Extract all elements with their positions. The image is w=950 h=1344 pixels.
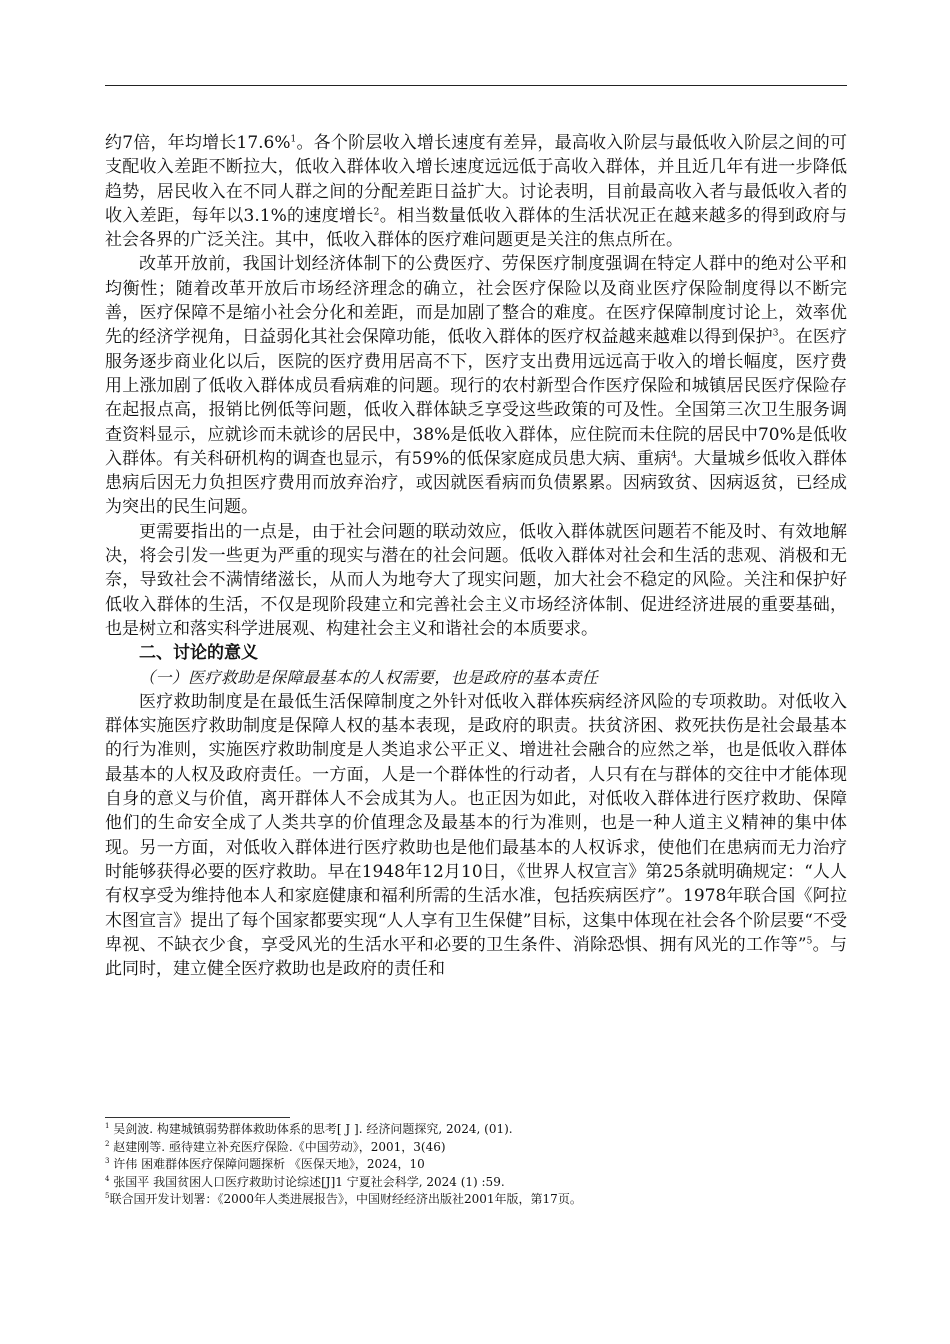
footnote-text: 赵建刚等. 亟待建立补充医疗保险.《中国劳动》，2001，3(46) [109,1139,446,1154]
footnote-marker: 1 [290,134,297,145]
footnote-marker: 2 [373,207,380,218]
footnote [105,1156,847,1174]
footnote-number: 4 [105,1174,110,1183]
footnote [105,1174,847,1192]
paragraph-text: 医疗救助制度是在最低生活保障制度之外针对低收入群体疾病经济风险的专项救助。对低收入群体实施医疗救助制度是保障人权的基本表现，是政府的职责。扶贫济困、救死扶伤是社会最基本的行为准则，实施医疗救助制度是人类追求公平正义、增进社会融合的应然之举，也是低收入群体最基本的人权及政府责任。一方面，人是一个群体性的行动者，人只有在与群体的交往中才能体现自身的意义与价值，离开群体人不会成其为人。也正因为如此，对低收入群体进行医疗救助、保障他们的生命安全成了人类共享的价值理念及最基本的行为准则，也是一种人道主义精神的集中体现。另一方面，对低收入群体进行医疗救助也是他们最基本的人权诉求，使他们在患病而无力治疗时能够获得必要的医疗救助。早在1948年12月10日，《世界人权宣言》第25条就明确规定：“人人有权享受为维持他本人和家庭健康和福利所需的生活水准，包括疾病医疗”。1978年联合国《阿拉木图宣言》提出了每个国家都要实现“人人享有卫生保健”目标，这集中体现在社会各个阶层要“不受卑视、不缺衣少食，享受风光的生活水平和必要的卫生条件、消除恐惧、拥有风光的工作等” [105,691,847,955]
paragraph-text: 。与此同时，建立健全医疗救助也是政府的责任和 [105,934,847,980]
footnote [105,1191,847,1209]
document-page [105,0,847,1344]
header-rule [105,85,847,86]
paragraph-text: 更需要指出的一点是，由于社会问题的联动效应，低收入群体就医问题若不能及时、有效地解决，将会引发一些更为严重的现实与潜在的社会问题。低收入群体对社会和生活的悲观、消极和无奈，导致社会不满情绪滋长，从而人为地夸大了现实问题，加大社会不稳定的风险。关注和保护好低收入群体的生活，不仅是现阶段建立和完善社会主义市场经济体制、促进经济进展的重要基础，也是树立和落实科学进展观、构建社会主义和谐社会的本质要求。 [105,521,847,639]
paragraph-text: 约7倍，年均增长17.6% [105,133,291,153]
sub-heading: （一）医疗救助是保障最基本的人权需要，也是政府的基本责任 [139,667,599,687]
footnote-marker: 3 [772,328,779,339]
footnote-marker: 5 [806,936,813,947]
footnote-number: 1 [105,1122,110,1130]
footnotes [105,1121,847,1209]
paragraph [105,131,847,252]
footnote-number: 2 [105,1139,110,1148]
footnote [105,1139,847,1157]
paragraph-text: 改革开放前，我国计划经济体制下的公费医疗、劳保医疗制度强调在特定人群中的绝对公平和均衡性；随着改革开放后市场经济理念的确立，社会医疗保险以及商业医疗保险制度得以不断完善，医疗保障不是缩小社会分化和差距，而是加剧了整合的难度。在医疗保障制度讨论上，效率优先的经济学视角，日益弱化其社会保障功能，低收入群体的医疗权益越来越难以得到保护 [105,254,847,348]
footnote-text: 许伟 困难群体医疗保障问题探析 《医保天地》，2024，10 [109,1157,425,1171]
body-text [105,131,847,981]
footnote-number: 3 [105,1157,110,1165]
footnote-text: 张国平 我国贫困人口医疗救助讨论综述[J]1 宁夏社会科学, 2024 (1) :59. [109,1174,505,1189]
footnote-marker: 4 [670,450,677,461]
paragraph-text: 。大量城乡低收入群体患病后因无力负担医疗费用而放弃治疗，或因就医看病而负债累累。因病致贫、因病返贫，已经成为突出的民生问题。 [105,448,847,518]
paragraph [105,252,847,519]
footnote-number: 5 [105,1192,110,1200]
paragraph [105,520,847,641]
section-heading: 二、讨论的意义 [139,643,258,664]
paragraph-text: 。各个阶层收入增长速度有差异，最高收入阶层与最低收入阶层之间的可支配收入差距不断拉大，低收入群体收入增长速度远远低于高收入群体，并且近几年有进一步降低趋势，居民收入在不同人群之间的分配差距日益扩大。讨论表明，目前最高收入者与最低收入者的收入差距，每年以3.1%的速度增长 [105,133,847,226]
footnote-rule [105,1117,290,1118]
paragraph-text: 。相当数量低收入群体的生活状况正在越来越多的得到政府与社会各界的广泛关注。其中，低收入群体的医疗难问题更是关注的焦点所在。 [105,205,847,251]
footnote-text: 联合国开发计划署：《2000年人类进展报告》，中国财经经济出版社2001年版，第17页。 [109,1192,582,1206]
footnote-text: 吴剑波. 构建城镇弱势群体救助体系的思考[ J ]. 经济问题探究, 2024, (01). [109,1122,513,1136]
paragraph [105,690,847,982]
footnote [105,1121,847,1139]
paragraph-text: 。在医疗服务逐步商业化以后，医院的医疗费用居高不下，医疗支出费用远远高于收入的增长幅度，医疗费用上涨加剧了低收入群体成员看病难的问题。现行的农村新型合作医疗保险和城镇居民医疗保险存在起报点高，报销比例低等问题，低收入群体缺乏享受这些政策的可及性。全国第三次卫生服务调查资料显示，应就诊而未就诊的居民中，38%是低收入群体，应住院而未住院的居民中70%是低收入群体。有关科研机构的调查也显示，有59%的低保家庭成员患大病、重病 [105,327,848,469]
